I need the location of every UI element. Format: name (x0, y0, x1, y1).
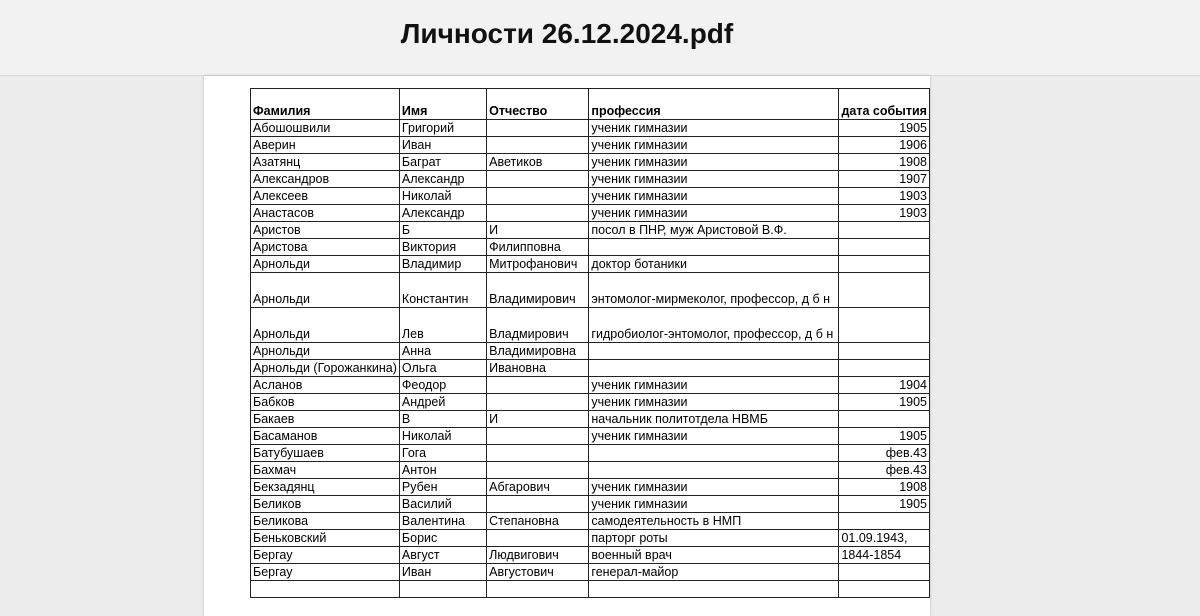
cell-event-date (839, 256, 930, 273)
table-row (251, 273, 930, 308)
cell-first-name: Баграт (399, 154, 486, 171)
table-row (251, 530, 930, 547)
cell-event-date: 1903 (839, 205, 930, 222)
cell-surname: Бекзадянц (251, 479, 400, 496)
table-row (251, 205, 930, 222)
cell-patronymic: Аветиков (487, 154, 589, 171)
cell-surname: Арнольди (Горожанкина) (251, 360, 400, 377)
cell-event-date: 01.09.1943, (839, 530, 930, 547)
cell-profession: ученик гимназии (589, 496, 839, 513)
header-profession: профессия (589, 89, 839, 120)
cell-patronymic: Людвигович (487, 547, 589, 564)
table-row (251, 581, 930, 598)
cell-patronymic (487, 462, 589, 479)
table-header-row (251, 89, 930, 120)
cell-event-date: 1903 (839, 188, 930, 205)
cell-profession (589, 343, 839, 360)
cell-surname (251, 581, 400, 598)
cell-first-name: Иван (399, 137, 486, 154)
cell-patronymic (487, 496, 589, 513)
cell-surname: Аверин (251, 137, 400, 154)
cell-surname: Арнольди (251, 343, 400, 360)
table-row (251, 564, 930, 581)
table-row (251, 547, 930, 564)
cell-first-name: Ольга (399, 360, 486, 377)
cell-profession (589, 462, 839, 479)
cell-patronymic: Августович (487, 564, 589, 581)
cell-first-name: Рубен (399, 479, 486, 496)
table-row (251, 222, 930, 239)
cell-first-name: Виктория (399, 239, 486, 256)
cell-first-name: Василий (399, 496, 486, 513)
cell-patronymic (487, 377, 589, 394)
cell-event-date (839, 513, 930, 530)
cell-patronymic (487, 428, 589, 445)
header-surname: Фамилия (251, 89, 400, 120)
table-row (251, 239, 930, 256)
cell-event-date: 1908 (839, 479, 930, 496)
cell-first-name: В (399, 411, 486, 428)
table-row (251, 154, 930, 171)
cell-first-name: Александр (399, 171, 486, 188)
document-title: Личности 26.12.2024.pdf (400, 18, 734, 49)
cell-surname: Бакаев (251, 411, 400, 428)
cell-patronymic (487, 530, 589, 547)
cell-event-date: фев.43 (839, 445, 930, 462)
cell-profession: ученик гимназии (589, 377, 839, 394)
cell-surname: Абошошвили (251, 120, 400, 137)
cell-first-name: Август (399, 547, 486, 564)
cell-event-date (839, 308, 930, 343)
cell-event-date (839, 360, 930, 377)
cell-profession: парторг роты (589, 530, 839, 547)
cell-event-date: 1907 (839, 171, 930, 188)
cell-patronymic (487, 137, 589, 154)
cell-event-date: 1905 (839, 496, 930, 513)
cell-first-name: Николай (399, 188, 486, 205)
cell-event-date (839, 273, 930, 308)
table-row (251, 120, 930, 137)
cell-first-name: Валентина (399, 513, 486, 530)
table-row (251, 256, 930, 273)
table-row (251, 513, 930, 530)
cell-patronymic: Ивановна (487, 360, 589, 377)
cell-patronymic: Абгарович (487, 479, 589, 496)
cell-event-date: 1908 (839, 154, 930, 171)
cell-event-date (839, 222, 930, 239)
title-bar (0, 0, 1200, 76)
cell-patronymic: Владимировна (487, 343, 589, 360)
cell-surname: Анастасов (251, 205, 400, 222)
table-row (251, 171, 930, 188)
cell-patronymic (487, 581, 589, 598)
cell-first-name: Б (399, 222, 486, 239)
cell-first-name (399, 581, 486, 598)
cell-profession: посол в ПНР, муж Аристовой В.Ф. (589, 222, 839, 239)
cell-patronymic: Филипповна (487, 239, 589, 256)
cell-event-date: 1906 (839, 137, 930, 154)
cell-profession: начальник политотдела НВМБ (589, 411, 839, 428)
cell-surname: Азатянц (251, 154, 400, 171)
table-row (251, 308, 930, 343)
cell-patronymic: Митрофанович (487, 256, 589, 273)
cell-surname: Бергау (251, 547, 400, 564)
cell-profession: ученик гимназии (589, 120, 839, 137)
table-row (251, 496, 930, 513)
cell-profession: доктор ботаники (589, 256, 839, 273)
cell-first-name: Антон (399, 462, 486, 479)
cell-profession: ученик гимназии (589, 394, 839, 411)
cell-event-date (839, 581, 930, 598)
persons-table (250, 88, 930, 598)
cell-profession: самодеятельность в НМП (589, 513, 839, 530)
cell-surname: Бабков (251, 394, 400, 411)
cell-surname: Арнольди (251, 256, 400, 273)
cell-patronymic: И (487, 411, 589, 428)
header-event-date: дата события (839, 89, 930, 120)
cell-surname: Беликов (251, 496, 400, 513)
cell-surname: Бахмач (251, 462, 400, 479)
cell-patronymic: Владмирович (487, 308, 589, 343)
table-row (251, 479, 930, 496)
cell-surname: Аристов (251, 222, 400, 239)
cell-patronymic: И (487, 222, 589, 239)
cell-surname: Батубушаев (251, 445, 400, 462)
table-row (251, 188, 930, 205)
cell-profession (589, 581, 839, 598)
cell-event-date: 1905 (839, 120, 930, 137)
cell-first-name: Андрей (399, 394, 486, 411)
table-row (251, 428, 930, 445)
cell-profession: военный врач (589, 547, 839, 564)
cell-event-date: фев.43 (839, 462, 930, 479)
table-row (251, 137, 930, 154)
table-row (251, 462, 930, 479)
cell-profession: энтомолог-мирмеколог, профессор, д б н (589, 273, 839, 308)
table-row (251, 343, 930, 360)
cell-event-date (839, 239, 930, 256)
cell-first-name: Гога (399, 445, 486, 462)
cell-patronymic (487, 445, 589, 462)
cell-first-name: Феодор (399, 377, 486, 394)
header-patronymic: Отчество (487, 89, 589, 120)
cell-surname: Асланов (251, 377, 400, 394)
cell-first-name: Константин (399, 273, 486, 308)
cell-first-name: Григорий (399, 120, 486, 137)
cell-profession: гидробиолог-энтомолог, профессор, д б н (589, 308, 839, 343)
cell-event-date: 1844-1854 (839, 547, 930, 564)
cell-first-name: Николай (399, 428, 486, 445)
cell-event-date: 1904 (839, 377, 930, 394)
cell-profession: ученик гимназии (589, 479, 839, 496)
cell-profession (589, 445, 839, 462)
cell-surname: Арнольди (251, 308, 400, 343)
cell-profession (589, 360, 839, 377)
cell-event-date (839, 564, 930, 581)
header-first-name: Имя (399, 89, 486, 120)
cell-profession: ученик гимназии (589, 188, 839, 205)
table-row (251, 411, 930, 428)
cell-patronymic (487, 394, 589, 411)
cell-surname: Алексеев (251, 188, 400, 205)
cell-surname: Арнольди (251, 273, 400, 308)
cell-event-date (839, 343, 930, 360)
cell-surname: Беликова (251, 513, 400, 530)
cell-first-name: Лев (399, 308, 486, 343)
cell-surname: Басаманов (251, 428, 400, 445)
table-row (251, 394, 930, 411)
table-row (251, 377, 930, 394)
cell-profession (589, 239, 839, 256)
cell-patronymic: Степановна (487, 513, 589, 530)
table-row (251, 360, 930, 377)
cell-profession: генерал-майор (589, 564, 839, 581)
cell-profession: ученик гимназии (589, 205, 839, 222)
cell-profession: ученик гимназии (589, 137, 839, 154)
pdf-page[interactable] (204, 76, 930, 616)
cell-profession: ученик гимназии (589, 154, 839, 171)
cell-surname: Александров (251, 171, 400, 188)
cell-patronymic (487, 188, 589, 205)
cell-patronymic (487, 171, 589, 188)
cell-patronymic (487, 205, 589, 222)
cell-first-name: Владимир (399, 256, 486, 273)
cell-profession: ученик гимназии (589, 428, 839, 445)
cell-first-name: Анна (399, 343, 486, 360)
cell-surname: Бергау (251, 564, 400, 581)
cell-surname: Беньковский (251, 530, 400, 547)
cell-event-date: 1905 (839, 394, 930, 411)
cell-first-name: Александр (399, 205, 486, 222)
cell-event-date (839, 411, 930, 428)
table-row (251, 445, 930, 462)
cell-surname: Аристова (251, 239, 400, 256)
cell-first-name: Борис (399, 530, 486, 547)
cell-first-name: Иван (399, 564, 486, 581)
cell-patronymic: Владимирович (487, 273, 589, 308)
cell-patronymic (487, 120, 589, 137)
cell-profession: ученик гимназии (589, 171, 839, 188)
cell-event-date: 1905 (839, 428, 930, 445)
